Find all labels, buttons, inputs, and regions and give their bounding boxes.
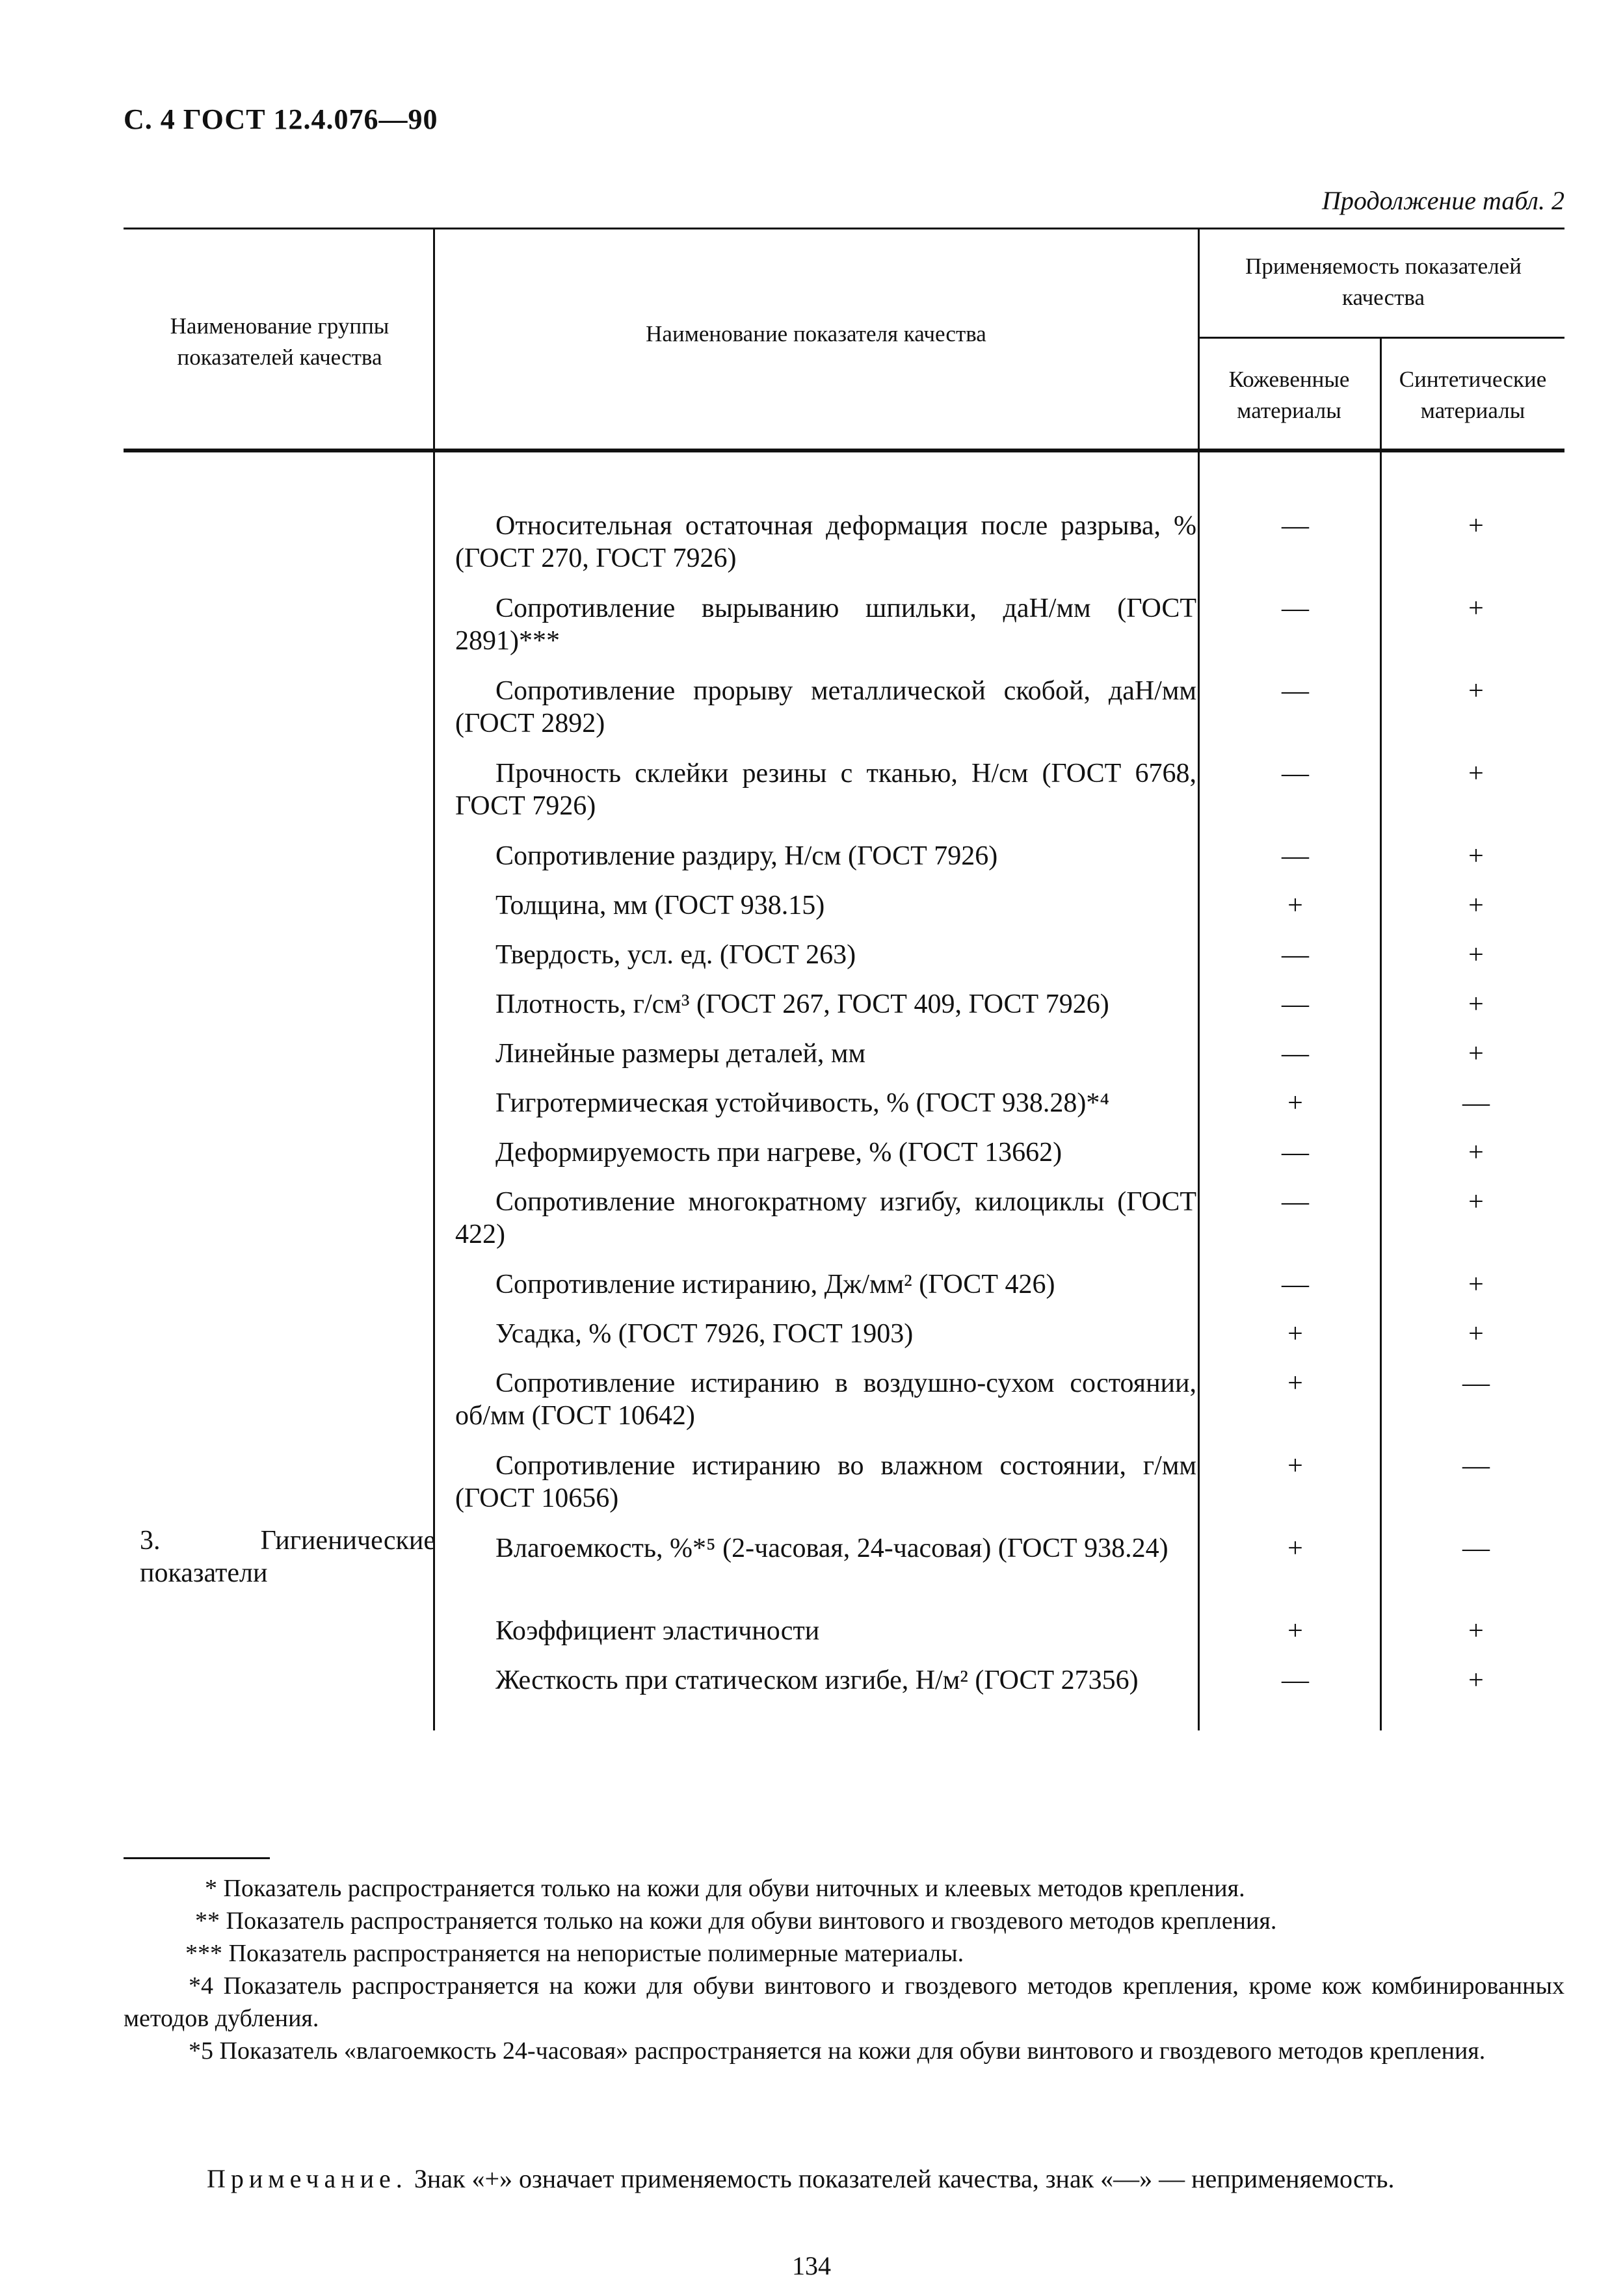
table-row-name: Сопротивление прорыву металлической скобой, даН/мм (ГОСТ 2892) [455,676,1196,738]
footnote [124,1937,1564,1970]
leather-mark: + [1287,891,1303,920]
leather-mark: + [1287,1616,1303,1646]
leather-mark: — [1282,940,1309,970]
column-divider-1 [433,228,435,1730]
synthetic-mark: + [1468,1616,1484,1646]
leather-mark: — [1282,841,1309,871]
synthetic-mark: + [1468,511,1484,541]
leather-mark: — [1282,1665,1309,1695]
page-number: 134 [792,2251,831,2280]
synthetic-mark: — [1462,1451,1490,1481]
synthetic-mark: + [1468,1270,1484,1299]
leather-mark: — [1282,1270,1309,1299]
leather-mark: — [1282,511,1309,541]
synthetic-mark: — [1462,1533,1490,1563]
synthetic-mark: + [1468,1138,1484,1168]
table-continuation-label: Продолжение табл. 2 [1321,186,1564,215]
leather-mark: — [1282,989,1309,1019]
note [207,2163,1395,2194]
table-row-name: Сопротивление многократному изгибу, килоциклы (ГОСТ 422) [455,1187,1196,1249]
note-text: Знак «+» означает применяемость показателей качества, знак «—» — неприменяемость. [414,2164,1395,2193]
table-row-name: Гигротермическая устойчивость, % (ГОСТ 938.28)*⁴ [495,1088,1110,1118]
table-row-name: Влагоемкость, %*⁵ (2-часовая, 24-часовая) (ГОСТ 938.24) [495,1533,1168,1563]
footnote-text: Показатель «влагоемкость 24-часовая» распространяется на кожи для обуви винтового и гвоздевого методов крепления. [219,2037,1486,2065]
column-divider-2 [1198,228,1200,1730]
header-synthetic-column: Синтетические материалы [1399,367,1547,423]
table-top-rule [124,228,1564,229]
table-row-name: Линейные размеры деталей, мм [495,1039,866,1069]
table-row-name: Деформируемость при нагреве, % (ГОСТ 13662) [495,1138,1062,1168]
footnote-mark: *5 [189,2037,213,2065]
footnote-rule [124,1857,270,1859]
footnote-mark: * [205,1875,217,1902]
synthetic-mark: — [1462,1368,1490,1398]
leather-mark: — [1282,1138,1309,1168]
leather-mark: — [1282,676,1309,706]
footnote [124,1872,1564,1905]
table-row-name: Сопротивление истиранию, Дж/мм² (ГОСТ 426) [495,1270,1055,1299]
footnote-mark: *4 [189,1972,213,2000]
synthetic-mark: + [1468,989,1484,1019]
table-row-name: Сопротивление истиранию в воздушно-сухом состоянии, об/мм (ГОСТ 10642) [455,1368,1196,1431]
synthetic-mark: + [1468,759,1484,789]
table-row-name: Толщина, мм (ГОСТ 938.15) [495,891,825,920]
table-row-name: Усадка, % (ГОСТ 7926, ГОСТ 1903) [495,1319,914,1349]
synthetic-mark: + [1468,841,1484,871]
footnote [124,1905,1564,1937]
table-header-bottom-rule [124,449,1564,452]
footnote-mark: ** [195,1907,220,1935]
table-row-name: Сопротивление вырыванию шпильки, даН/мм (ГОСТ 2891)*** [455,594,1196,656]
table-row-name: Коэффициент эластичности [495,1616,820,1646]
leather-mark: — [1282,759,1309,789]
leather-mark: + [1287,1368,1303,1398]
header-applicability: Применяемость показателей качества [1245,254,1522,310]
applicability-subheader-rule [1200,337,1564,339]
footnote-text: Показатель распространяется на кожи для обуви винтового и гвоздевого методов крепления, кроме кож комбинированных методов дубления. [124,1972,1565,2032]
table-row-name: Сопротивление раздиру, Н/см (ГОСТ 7926) [495,841,998,871]
header-group-column: Наименование группы показателей качества [170,313,389,370]
synthetic-mark: + [1468,1665,1484,1695]
header-leather-column: Кожевенные материалы [1228,367,1350,423]
table-row-name: Плотность, г/см³ (ГОСТ 267, ГОСТ 409, ГОСТ 7926) [495,989,1109,1019]
leather-mark: + [1287,1319,1303,1349]
table-row-name: Прочность склейки резины с тканью, Н/см (ГОСТ 6768, ГОСТ 7926) [455,759,1196,821]
footnote-text: Показатель распространяется только на кожи для обуви ниточных и клеевых методов крепления. [223,1875,1245,1902]
leather-mark: + [1287,1088,1303,1118]
synthetic-mark: + [1468,940,1484,970]
footnote [124,1970,1564,2035]
leather-mark: + [1287,1451,1303,1481]
header-indicator-column: Наименование показателя качества [646,321,986,346]
table-row-name: Сопротивление истиранию во влажном состоянии, г/мм (ГОСТ 10656) [455,1451,1196,1513]
synthetic-mark: + [1468,891,1484,920]
synthetic-mark: + [1468,1319,1484,1349]
footnote-text: Показатель распространяется только на кожи для обуви винтового и гвоздевого методов крепления. [226,1907,1277,1935]
group-label: 3. Гигиенические показатели [140,1526,436,1588]
footnote-text: Показатель распространяется на непористые полимерные материалы. [228,1940,964,1967]
leather-mark: — [1282,1187,1309,1217]
leather-mark: + [1287,1533,1303,1563]
synthetic-mark: — [1462,1088,1490,1118]
synthetic-mark: + [1468,594,1484,623]
footnote-mark: *** [185,1940,222,1967]
table-row-name: Твердость, усл. ед. (ГОСТ 263) [495,940,856,970]
page-header: С. 4 ГОСТ 12.4.076—90 [124,103,438,135]
synthetic-mark: + [1468,1187,1484,1217]
column-divider-3 [1380,337,1382,1730]
table-row-name: Относительная остаточная деформация после разрыва, % (ГОСТ 270, ГОСТ 7926) [455,511,1196,573]
table-row-name: Жесткость при статическом изгибе, Н/м² (ГОСТ 27356) [495,1665,1139,1695]
synthetic-mark: + [1468,1039,1484,1069]
synthetic-mark: + [1468,676,1484,706]
footnote [124,2035,1564,2067]
leather-mark: — [1282,1039,1309,1069]
leather-mark: — [1282,594,1309,623]
note-label: Примечание. [207,2164,408,2193]
